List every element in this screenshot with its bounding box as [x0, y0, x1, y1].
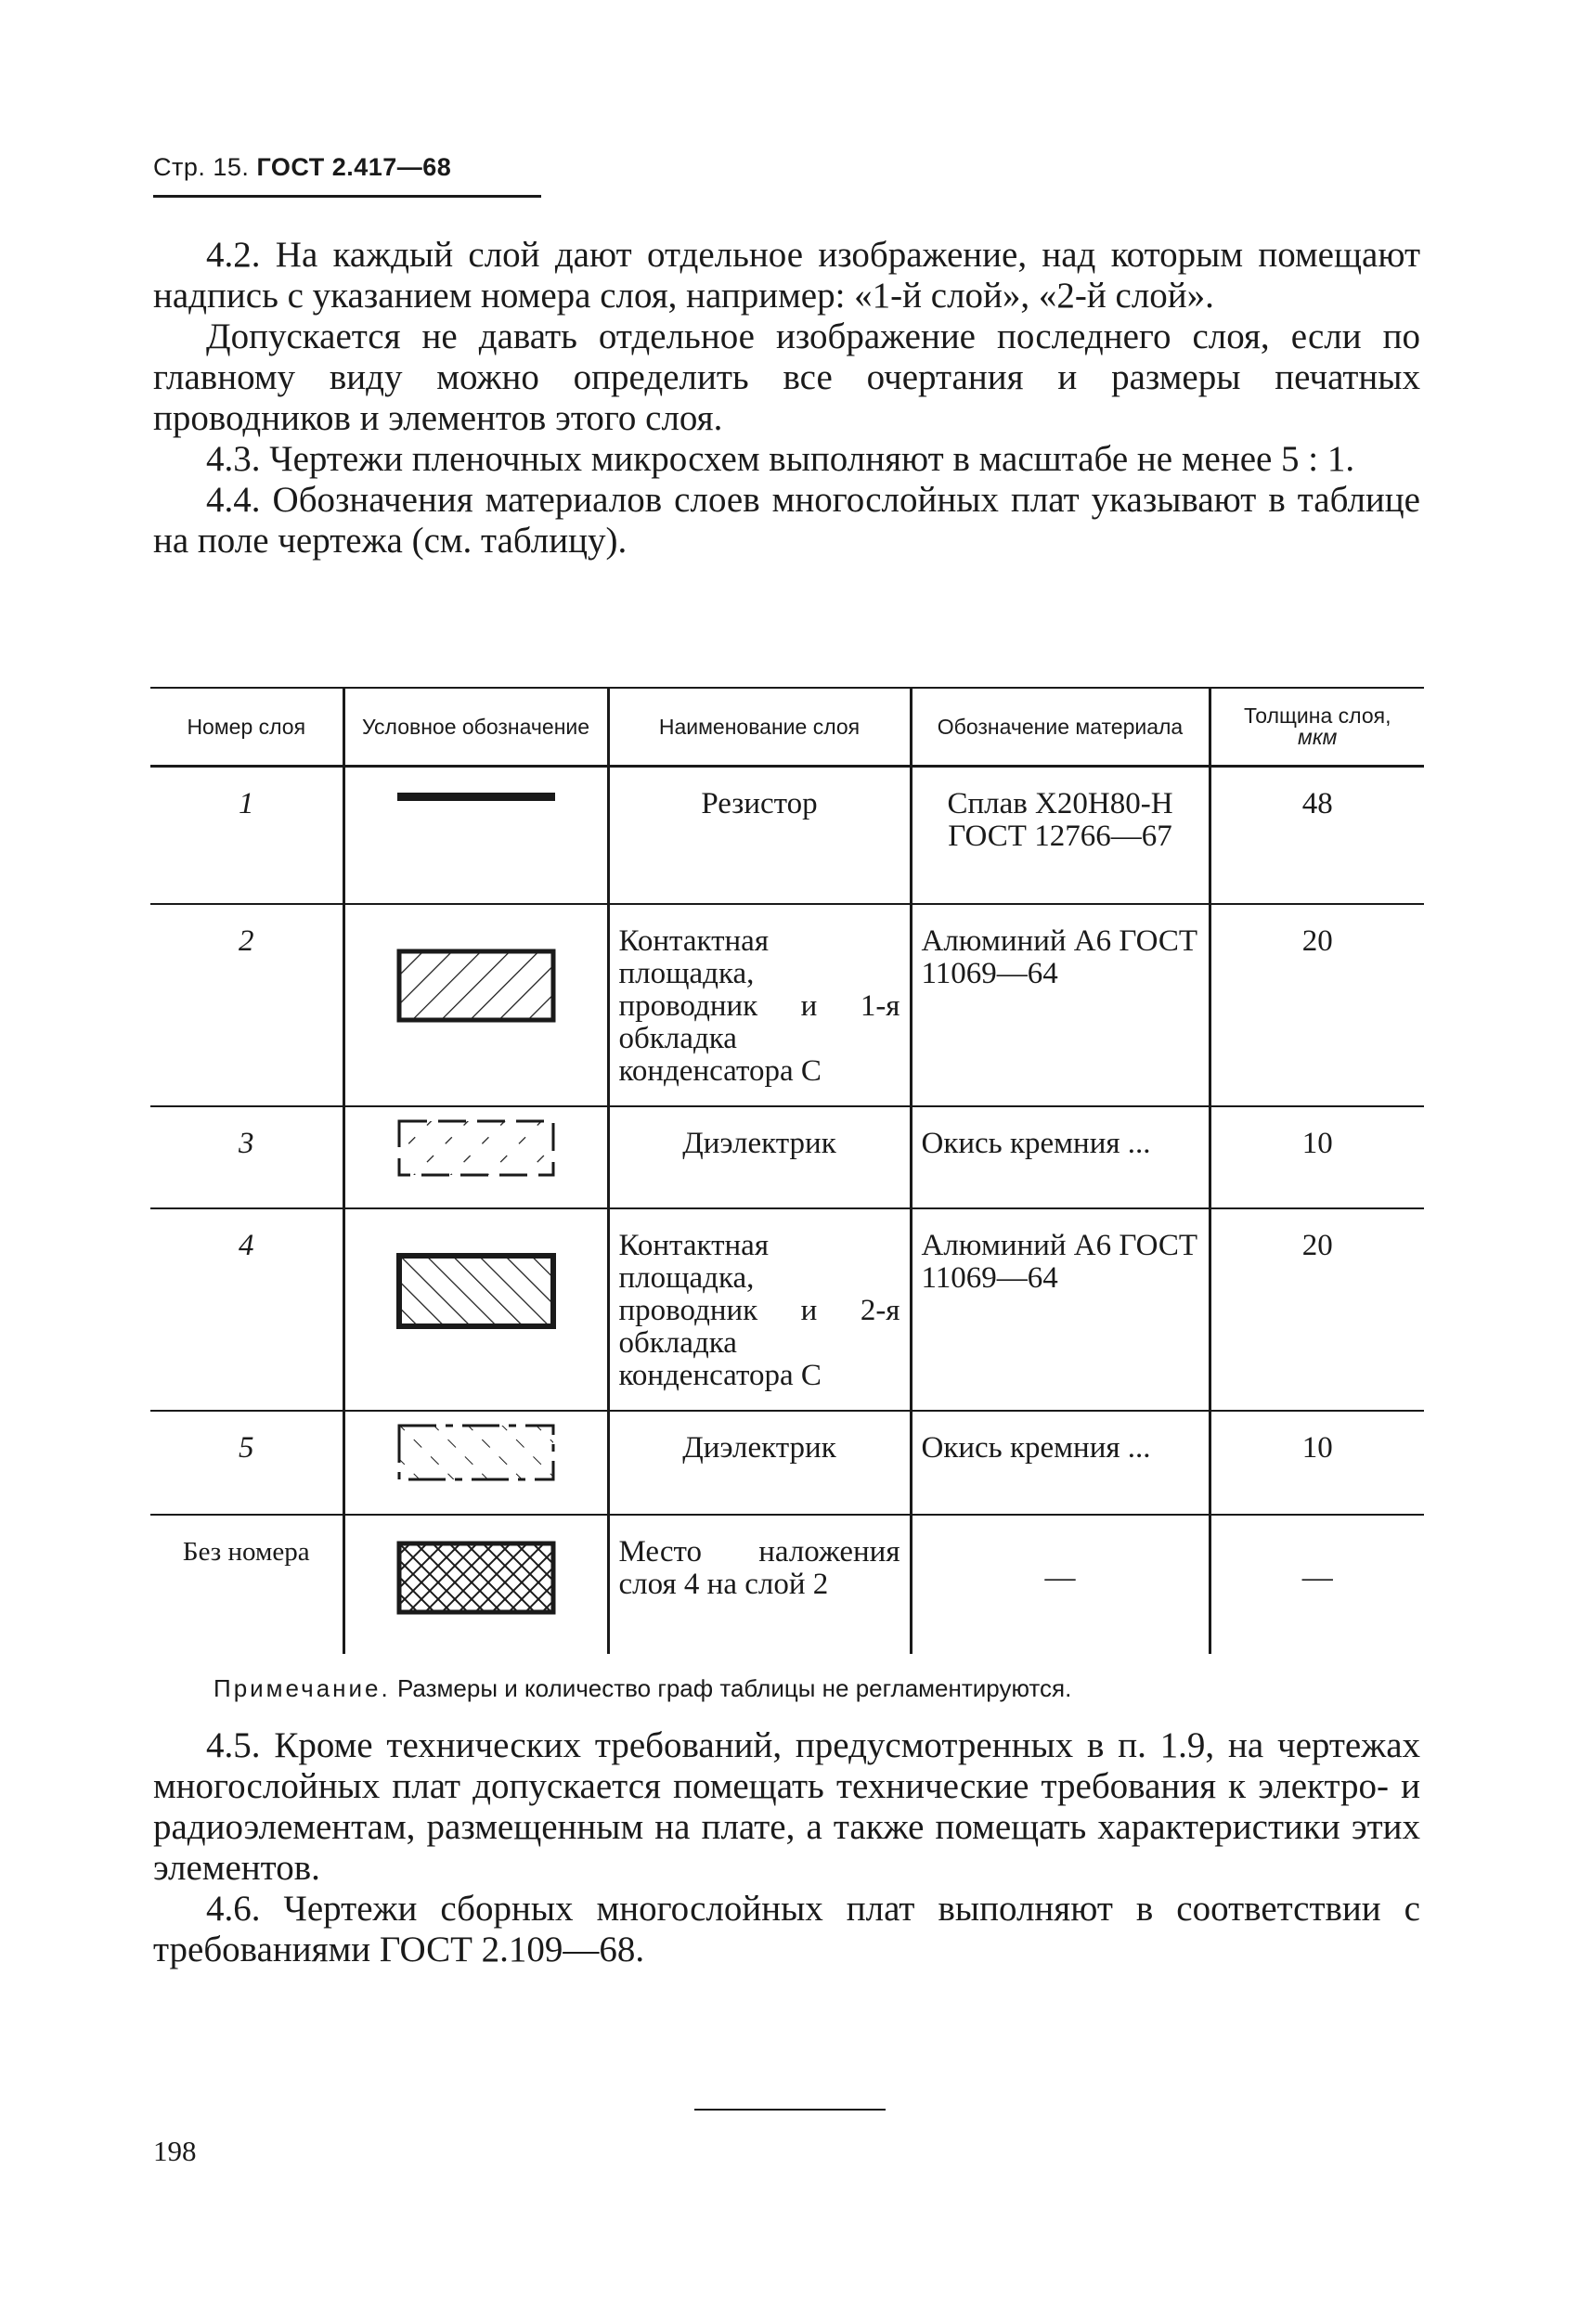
table-row [150, 1208, 1424, 1411]
page-number: 198 [153, 2135, 197, 2167]
page-label: Стр. 15. [153, 153, 250, 181]
paragraph-4-2: 4.2. На каждый слой дают отдельное изображение, над которым помещают надпись с указанием номера слоя, например: «1-й слой», «2-й слой». [153, 235, 1420, 316]
row-thickness: — [1210, 1515, 1424, 1654]
row-material: — [911, 1515, 1210, 1654]
row-material: Окись кремния ... [911, 1106, 1210, 1208]
row-symbol [343, 1208, 608, 1411]
dashed-back-hatched-rect-symbol [396, 1423, 556, 1482]
header-number: Номер слоя [150, 688, 343, 767]
header-thickness [1210, 688, 1424, 767]
top-text-block [153, 235, 1420, 562]
table-row [150, 1106, 1424, 1208]
row-number: 5 [150, 1411, 343, 1515]
row-symbol [343, 1515, 608, 1654]
row-number: 2 [150, 904, 343, 1106]
row-number: 3 [150, 1106, 343, 1208]
table-row [150, 1411, 1424, 1515]
row-material: Окись кремния ... [911, 1411, 1210, 1515]
paragraph-4-3: 4.3. Чертежи пленочных микросхем выполняют в масштабе не менее 5 : 1. [206, 439, 1355, 479]
header-material: Обозначение материала [911, 688, 1210, 767]
row-material: Алюминий А6 ГОСТ 11069—64 [911, 904, 1210, 1106]
header-thickness-label: Толщина слоя, [1244, 704, 1391, 728]
paragraph-4-2-continued: Допускается не давать отдельное изображение последнего слоя, если по главному виду можно определить все очертания и размеры печатных проводников и элементов этого слоя. [153, 316, 1420, 438]
bottom-text-block [153, 1725, 1420, 1970]
resistor-bar-symbol [397, 788, 555, 807]
header-name: Наименование слоя [608, 688, 911, 767]
back-hatched-rect-symbol [396, 1253, 556, 1329]
row-thickness: 20 [1210, 1208, 1424, 1411]
table-row [150, 904, 1424, 1106]
table-row [150, 1515, 1424, 1654]
row-name: Контактная площадка, проводник и 2-я обкладка конденсатора С [608, 1208, 911, 1411]
row-name: Место наложения слоя 4 на слой 2 [608, 1515, 911, 1654]
header-rule [153, 195, 541, 198]
paragraph-4-5: 4.5. Кроме технических требований, предусмотренных в п. 1.9, на чертежах многослойных плат допускается помещать технические требования к электро- и радиоэлементам, размещенным на плате, а также помещать характеристики этих элементов. [153, 1724, 1420, 1888]
row-thickness: 10 [1210, 1411, 1424, 1515]
note-text: Размеры и количество граф таблицы не регламентируются. [396, 1673, 1072, 1702]
row-thickness: 48 [1210, 767, 1424, 904]
row-material: Алюминий А6 ГОСТ 11069—64 [911, 1208, 1210, 1411]
row-number: 1 [150, 767, 343, 904]
standard-number: ГОСТ 2.417—68 [256, 153, 452, 181]
row-symbol [343, 1411, 608, 1515]
table-note [214, 1674, 1420, 1703]
table-header-row [150, 688, 1424, 767]
row-thickness: 10 [1210, 1106, 1424, 1208]
row-symbol [343, 1106, 608, 1208]
end-rule [694, 2109, 886, 2111]
row-name: Диэлектрик [608, 1106, 911, 1208]
row-symbol [343, 767, 608, 904]
paragraph-4-4: 4.4. Обозначения материалов слоев многослойных плат указывают в таблице на поле чертежа (см. таблицу). [153, 480, 1420, 561]
note-label: Примечание. [214, 1673, 391, 1702]
header-thickness-units: мкм [1298, 725, 1338, 749]
row-name: Резистор [608, 767, 911, 904]
paragraph-4-6: 4.6. Чертежи сборных многослойных плат выполняют в соответствии с требованиями ГОСТ 2.109—68. [153, 1888, 1420, 1969]
row-name: Диэлектрик [608, 1411, 911, 1515]
running-header [153, 153, 451, 182]
hatched-rect-symbol [396, 949, 556, 1023]
row-number: 4 [150, 1208, 343, 1411]
cross-hatched-rect-symbol [396, 1541, 556, 1615]
row-thickness: 20 [1210, 904, 1424, 1106]
header-symbol: Условное обозначение [343, 688, 608, 767]
row-number: Без номера [182, 1536, 310, 1567]
table-row [150, 767, 1424, 904]
layers-table [150, 687, 1424, 1654]
row-material: Сплав Х20Н80-Н ГОСТ 12766—67 [911, 767, 1210, 904]
row-name: Контактная площадка, проводник и 1-я обкладка конденсатора С [608, 904, 911, 1106]
row-symbol [343, 904, 608, 1106]
dashed-hatched-rect-symbol [396, 1118, 556, 1178]
